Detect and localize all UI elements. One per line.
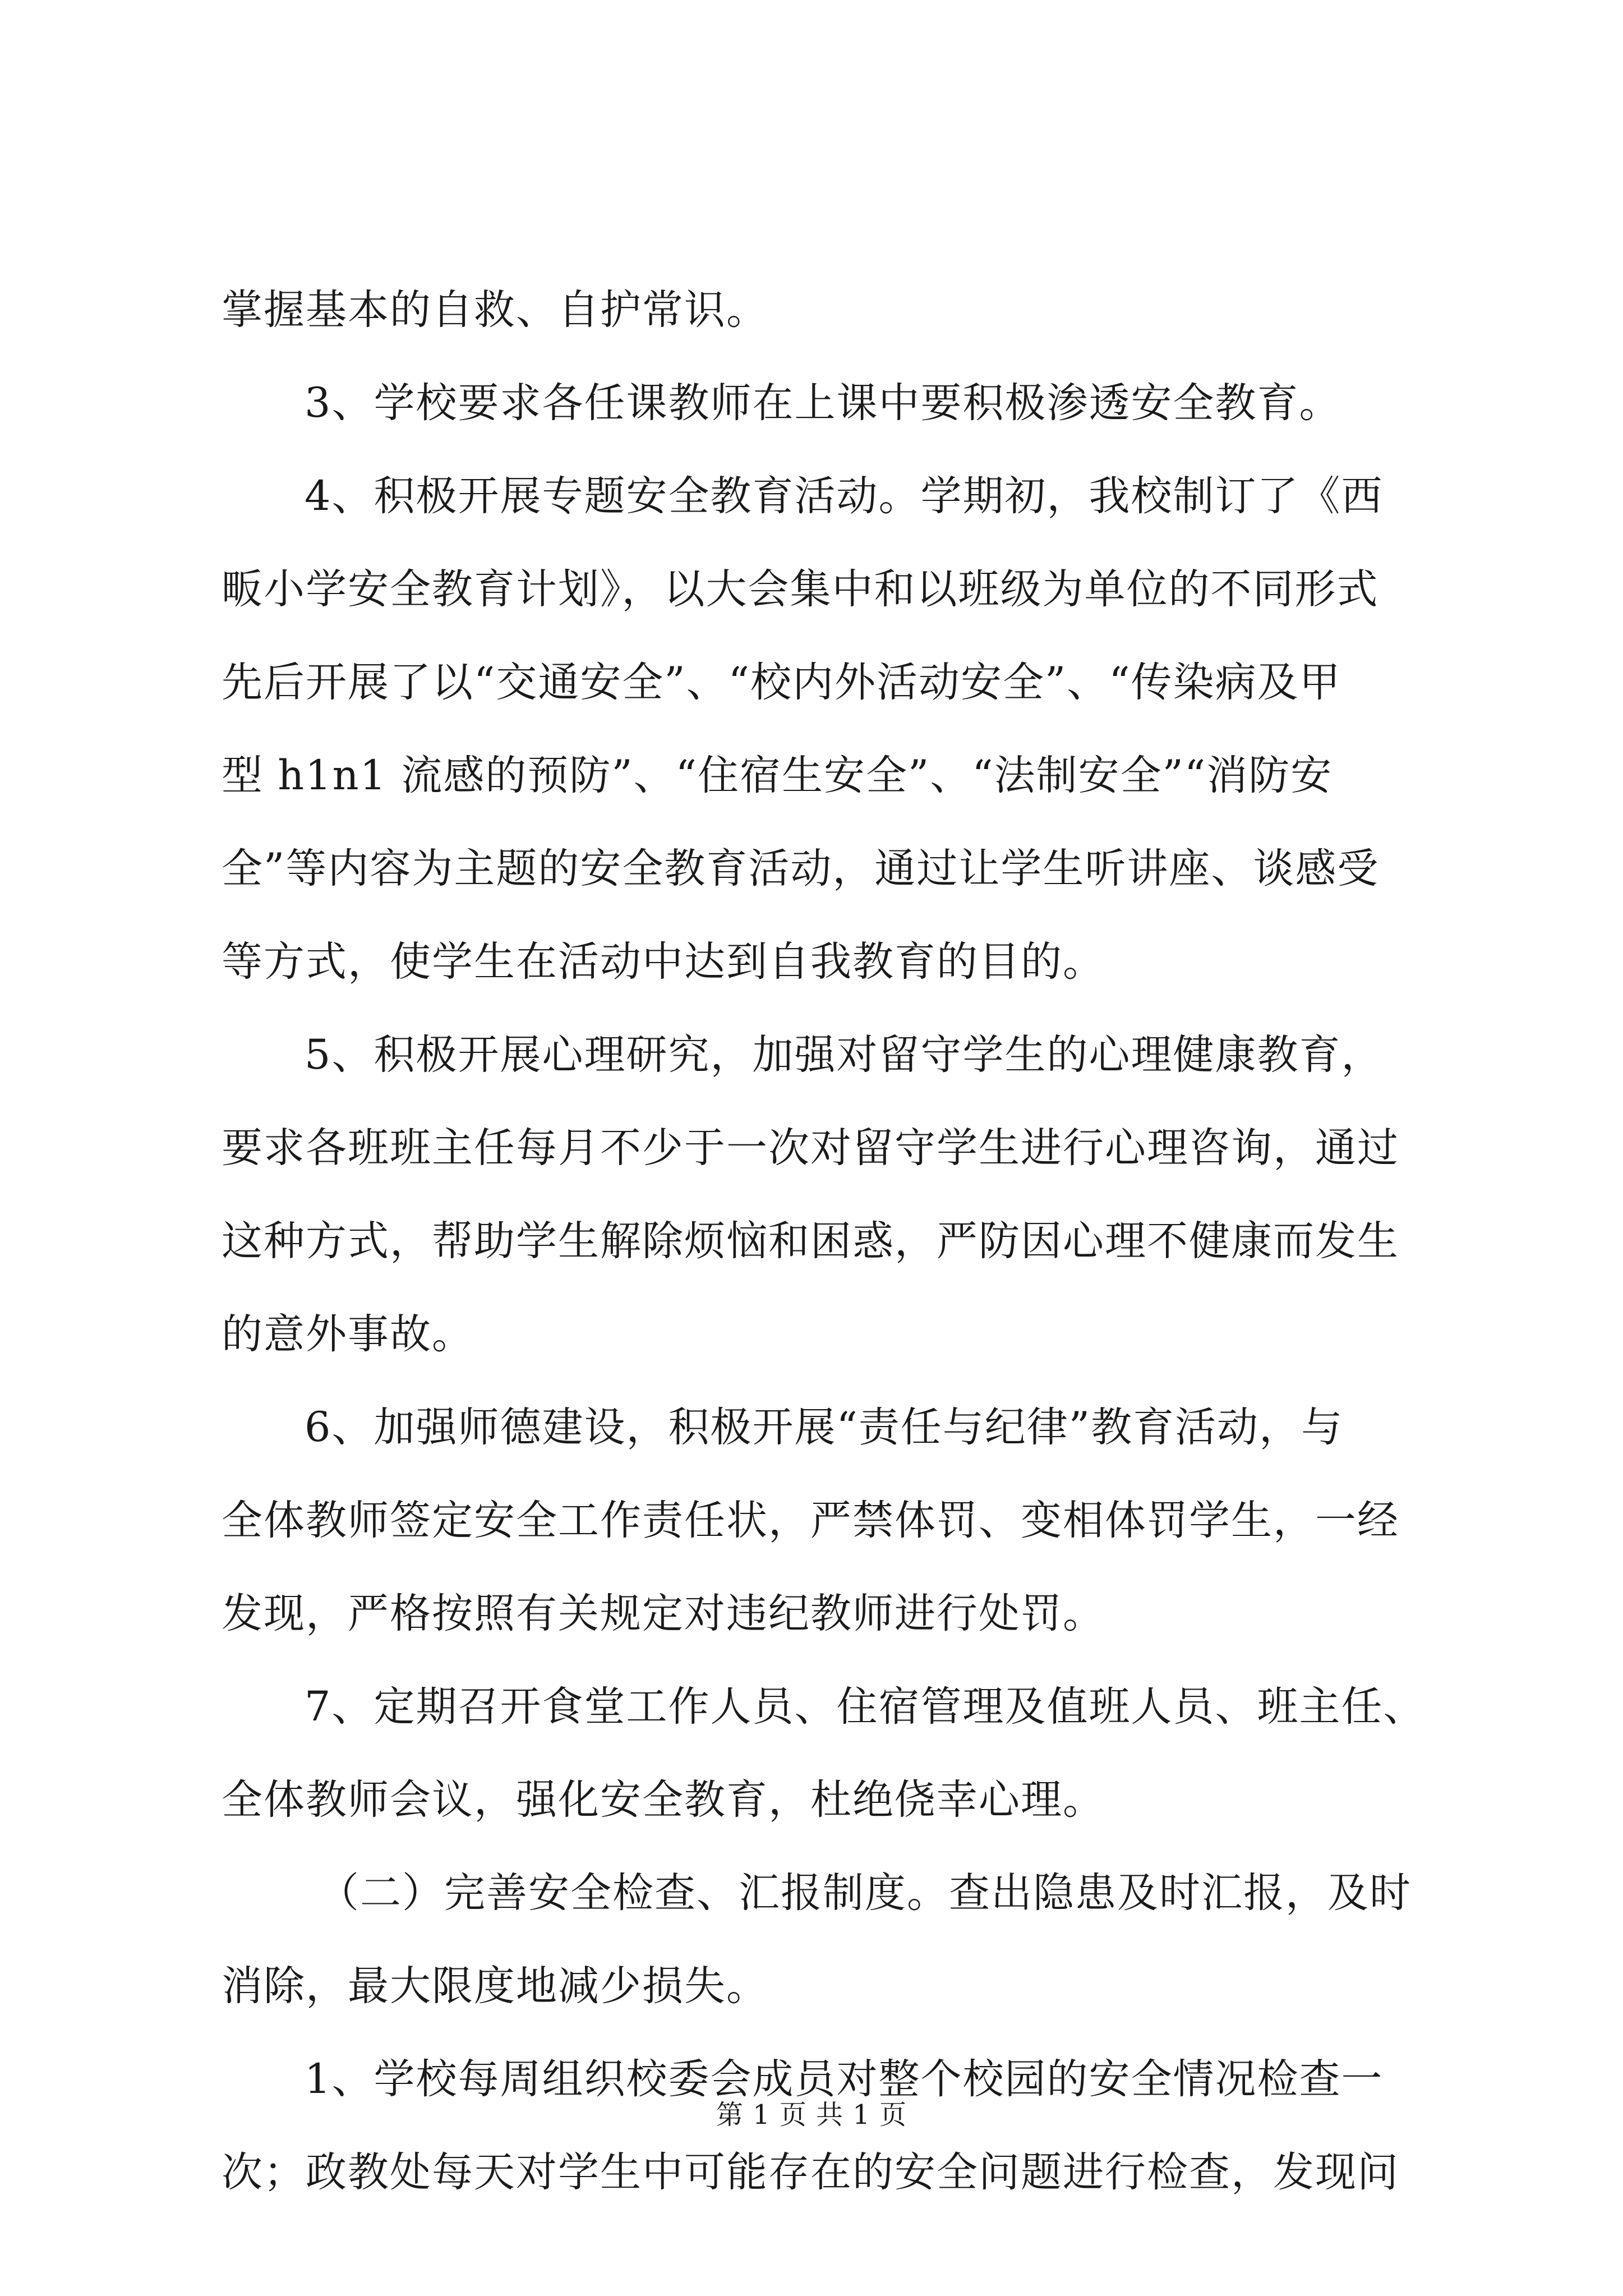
body-line: 7、定期召开食堂工作人员、住宿管理及值班人员、班主任、 [305, 1683, 1426, 1731]
body-line: 1、学校每周组织校委会成员对整个校园的安全情况检查一 [305, 2055, 1384, 2103]
page-footer: 第 1 页 共 1 页 [716, 2099, 907, 2131]
body-line: 全”等内容为主题的安全教育活动，通过让学生听讲座、谈感受 [222, 845, 1380, 892]
body-line: 畈小学安全教育计划》，以大会集中和以班级为单位的不同形式 [222, 565, 1379, 613]
body-line: 3、学校要求各任课教师在上课中要积极渗透安全教育。 [305, 379, 1341, 427]
body-line: 全体教师签定安全工作责任状，严禁体罚、变相体罚学生，一经 [222, 1497, 1399, 1544]
body-line: 要求各班班主任每月不少于一次对留守学生进行心理咨询，通过 [222, 1124, 1399, 1172]
body-line: 掌握基本的自救、自护常识。 [222, 286, 768, 334]
body-line: 型 h1n1 流感的预防”、“住宿生安全”、“法制安全”“消防安 [222, 752, 1333, 799]
body-line: 4、积极开展专题安全教育活动。学期初，我校制订了《西 [305, 472, 1384, 520]
body-line: 6、加强师德建设，积极开展“责任与纪律”教育活动，与 [305, 1404, 1344, 1451]
body-line: 消除，最大限度地减少损失。 [222, 1962, 768, 2010]
body-line: 先后开展了以“交通安全”、“校内外活动安全”、“传染病及甲 [222, 659, 1341, 706]
body-line: 这种方式，帮助学生解除烦恼和困惑，严防因心理不健康而发生 [222, 1217, 1399, 1265]
body-line: （二）完善安全检查、汇报制度。查出隐患及时汇报，及时 [318, 1869, 1412, 1917]
body-line: 的意外事故。 [222, 1310, 474, 1358]
body-line: 发现，严格按照有关规定对违纪教师进行处罚。 [222, 1590, 1105, 1637]
body-line: 等方式，使学生在活动中达到自我教育的目的。 [222, 938, 1105, 986]
body-line: 次；政教处每天对学生中可能存在的安全问题进行检查，发现问 [222, 2148, 1399, 2196]
document-body [222, 264, 1427, 2219]
body-line: 全体教师会议，强化安全教育，杜绝侥幸心理。 [222, 1776, 1105, 1824]
body-line: 5、积极开展心理研究，加强对留守学生的心理健康教育， [305, 1031, 1384, 1079]
